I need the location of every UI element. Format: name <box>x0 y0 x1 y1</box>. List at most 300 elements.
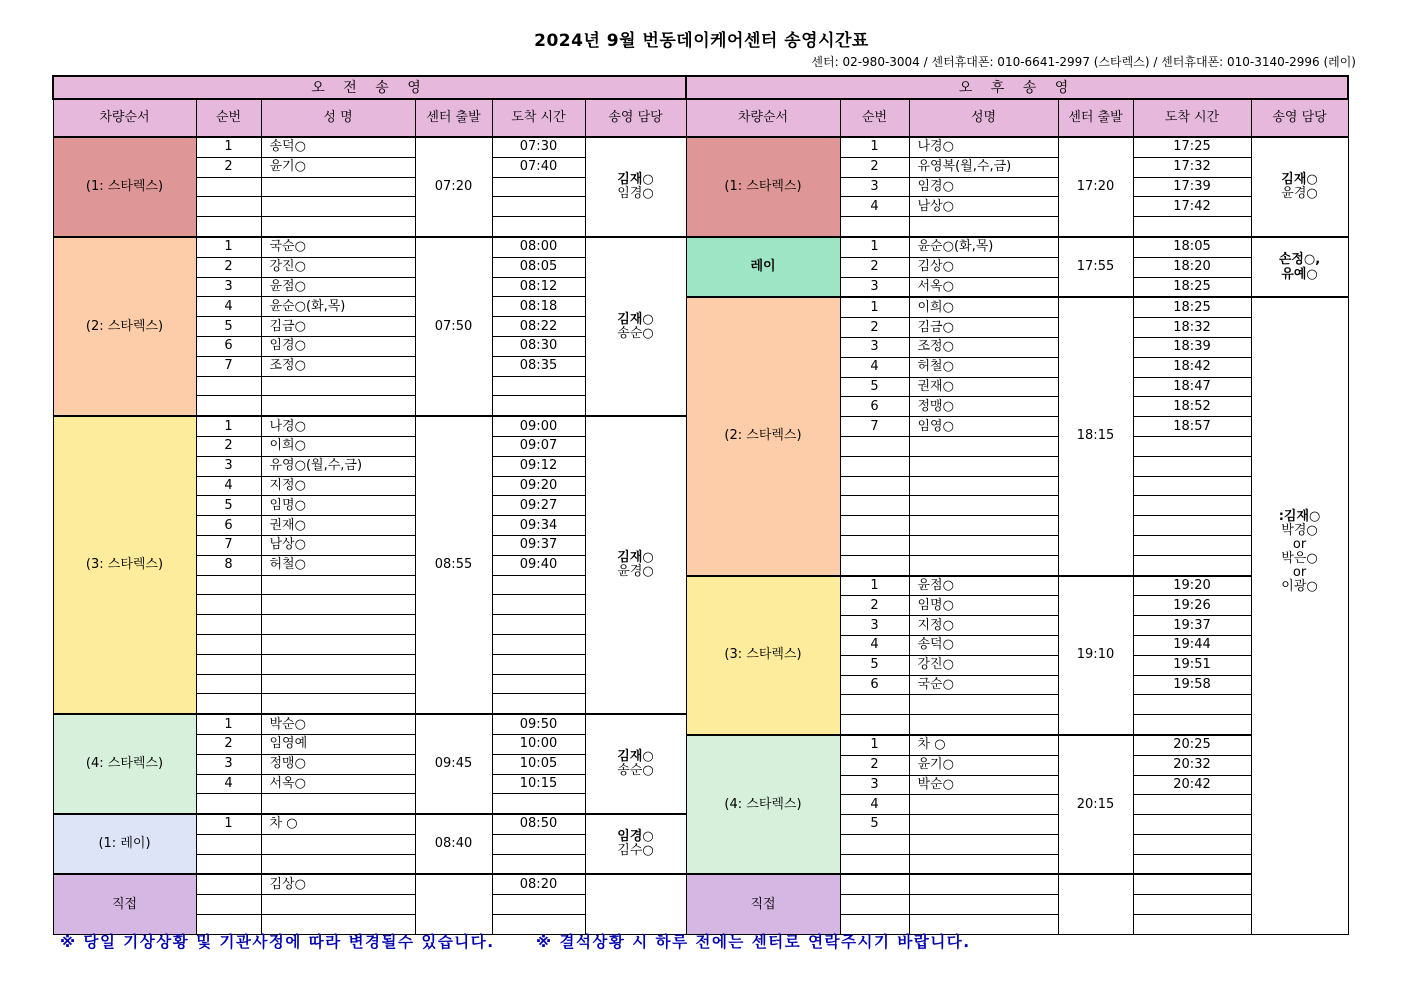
name-cell: 박순○ <box>261 714 415 734</box>
seq-cell: 4 <box>840 635 909 655</box>
name-cell: 조정○ <box>909 337 1058 357</box>
arrive-time <box>492 376 585 396</box>
manager-name: or <box>1292 565 1307 581</box>
seq-cell: 3 <box>196 277 261 297</box>
depart-time: 18:15 <box>1058 297 1133 575</box>
seq-cell <box>196 874 261 894</box>
table-row <box>686 297 1348 317</box>
arrive-time <box>1133 815 1251 835</box>
arrive-time: 18:52 <box>1133 397 1251 417</box>
seq-cell: 1 <box>840 237 909 257</box>
header-manager: 송영 담당 <box>585 99 686 137</box>
manager-name: 임경○ <box>617 829 654 845</box>
name-cell: 지정○ <box>909 616 1058 636</box>
name-cell: 박순○ <box>909 775 1058 795</box>
seq-cell <box>840 834 909 854</box>
manager-name: 김재○ <box>617 311 654 327</box>
arrive-time: 09:37 <box>492 535 585 555</box>
seq-cell: 2 <box>840 157 909 177</box>
name-cell <box>261 674 415 694</box>
seq-cell: 4 <box>840 197 909 217</box>
seq-cell: 1 <box>840 735 909 755</box>
name-cell: 정맹○ <box>261 754 415 774</box>
table-row <box>53 714 686 734</box>
name-cell: 정맹○ <box>909 397 1058 417</box>
header-name: 성명 <box>909 99 1058 137</box>
arrive-time: 19:44 <box>1133 635 1251 655</box>
arrive-time <box>492 694 585 714</box>
arrive-time: 18:57 <box>1133 417 1251 437</box>
depart-time: 17:55 <box>1058 237 1133 297</box>
table-row <box>686 237 1348 257</box>
seq-cell: 7 <box>196 356 261 376</box>
seq-cell: 3 <box>196 754 261 774</box>
name-cell <box>909 895 1058 915</box>
name-cell: 임경○ <box>909 177 1058 197</box>
seq-cell <box>196 376 261 396</box>
seq-cell: 1 <box>840 576 909 596</box>
depart-time: 07:20 <box>415 137 492 237</box>
name-cell: 차 ○ <box>261 814 415 834</box>
seq-cell <box>196 396 261 416</box>
header-depart: 센터 출발 <box>415 99 492 137</box>
name-cell: 임명○ <box>909 596 1058 616</box>
footer-notice: ※ 당일 기상상황 및 기관사정에 따라 변경될수 있습니다. ※ 결석상황 시 하루 전에는 센터로 연락주시기 바랍니다. <box>60 933 971 951</box>
depart-time: 08:55 <box>415 416 492 714</box>
name-cell: 강진○ <box>909 655 1058 675</box>
seq-cell <box>196 217 261 237</box>
name-cell: 남상○ <box>261 535 415 555</box>
header-arrive: 도착 시간 <box>492 99 585 137</box>
arrive-time: 09:40 <box>492 555 585 575</box>
seq-cell <box>196 694 261 714</box>
pm-schedule-table <box>685 75 1349 935</box>
manager-cell <box>585 416 686 714</box>
name-cell: 나경○ <box>909 137 1058 157</box>
seq-cell <box>840 555 909 575</box>
arrive-time: 18:05 <box>1133 237 1251 257</box>
vehicle-group-label: (4: 스타렉스) <box>686 735 840 875</box>
table-row <box>53 814 686 834</box>
header-arrive: 도착 시간 <box>1133 99 1251 137</box>
arrive-time <box>1133 456 1251 476</box>
arrive-time <box>1133 695 1251 715</box>
manager-name: 김재○ <box>617 749 654 765</box>
seq-cell <box>840 874 909 894</box>
name-cell <box>909 456 1058 476</box>
arrive-time: 09:07 <box>492 436 585 456</box>
name-cell: 유영○(월,수,금) <box>261 456 415 476</box>
arrive-time <box>1133 715 1251 735</box>
arrive-time <box>492 634 585 654</box>
seq-cell: 1 <box>196 137 261 157</box>
seq-cell <box>196 634 261 654</box>
name-cell: 강진○ <box>261 257 415 277</box>
name-cell: 윤기○ <box>909 755 1058 775</box>
name-cell: 윤순○(화,목) <box>909 237 1058 257</box>
arrive-time: 10:05 <box>492 754 585 774</box>
seq-cell: 1 <box>840 297 909 317</box>
name-cell: 김상○ <box>261 874 415 894</box>
seq-cell <box>196 895 261 915</box>
name-cell <box>909 854 1058 874</box>
name-cell <box>909 834 1058 854</box>
contact-info: 센터: 02-980-3004 / 센터휴대폰: 010-6641-2997 (스타렉스) / 센터휴대폰: 010-3140-2996 (레이) <box>811 55 1356 69</box>
manager-name: 윤경○ <box>617 564 654 580</box>
arrive-time <box>492 834 585 854</box>
depart-time <box>1058 874 1133 934</box>
seq-cell <box>840 217 909 237</box>
arrive-time: 17:42 <box>1133 197 1251 217</box>
arrive-time <box>1133 795 1251 815</box>
header-seq: 순번 <box>196 99 261 137</box>
arrive-time: 08:30 <box>492 336 585 356</box>
arrive-time <box>492 177 585 197</box>
name-cell: 조정○ <box>261 356 415 376</box>
seq-cell <box>196 794 261 814</box>
arrive-time <box>1133 496 1251 516</box>
manager-cell <box>585 137 686 237</box>
arrive-time <box>1133 476 1251 496</box>
arrive-time: 10:00 <box>492 734 585 754</box>
seq-cell <box>840 456 909 476</box>
seq-cell: 2 <box>196 157 261 177</box>
name-cell: 윤점○ <box>909 576 1058 596</box>
arrive-time <box>492 217 585 237</box>
seq-cell: 3 <box>840 775 909 795</box>
seq-cell: 1 <box>196 814 261 834</box>
name-cell: 권재○ <box>909 377 1058 397</box>
seq-cell: 3 <box>840 277 909 297</box>
manager-cell <box>585 874 686 934</box>
name-cell: 임명○ <box>261 496 415 516</box>
seq-cell: 1 <box>196 237 261 257</box>
arrive-time <box>1133 217 1251 237</box>
table-row <box>686 874 1348 894</box>
depart-time: 08:40 <box>415 814 492 874</box>
header-seq: 순번 <box>840 99 909 137</box>
name-cell: 나경○ <box>261 416 415 436</box>
name-cell: 남상○ <box>909 197 1058 217</box>
seq-cell <box>840 436 909 456</box>
name-cell: 국순○ <box>909 675 1058 695</box>
seq-cell: 1 <box>840 137 909 157</box>
seq-cell: 1 <box>196 714 261 734</box>
seq-cell <box>196 615 261 635</box>
arrive-time: 09:27 <box>492 496 585 516</box>
seq-cell: 2 <box>840 257 909 277</box>
seq-cell <box>196 654 261 674</box>
name-cell: 이희○ <box>261 436 415 456</box>
arrive-time <box>492 595 585 615</box>
manager-cell <box>1251 137 1348 237</box>
manager-cell <box>585 814 686 874</box>
name-cell: 서옥○ <box>909 277 1058 297</box>
seq-cell: 5 <box>196 496 261 516</box>
arrive-time: 08:12 <box>492 277 585 297</box>
seq-cell: 7 <box>840 417 909 437</box>
name-cell: 권재○ <box>261 516 415 536</box>
arrive-time: 08:20 <box>492 874 585 894</box>
name-cell: 지정○ <box>261 476 415 496</box>
name-cell: 국순○ <box>261 237 415 257</box>
arrive-time: 10:15 <box>492 774 585 794</box>
arrive-time <box>492 674 585 694</box>
seq-cell: 8 <box>196 555 261 575</box>
arrive-time <box>492 854 585 874</box>
table-row <box>53 416 686 436</box>
seq-cell: 6 <box>196 336 261 356</box>
vehicle-group-label: 직접 <box>53 874 196 934</box>
name-cell: 윤점○ <box>261 277 415 297</box>
manager-name: 박경○ <box>1281 523 1318 539</box>
name-cell <box>261 694 415 714</box>
vehicle-group-label: 직접 <box>686 874 840 934</box>
name-cell <box>909 476 1058 496</box>
manager-name: 김수○ <box>617 843 654 859</box>
seq-cell <box>840 695 909 715</box>
manager-name: 손정○, <box>1278 252 1321 268</box>
name-cell: 임경○ <box>261 336 415 356</box>
name-cell <box>261 854 415 874</box>
name-cell: 서옥○ <box>261 774 415 794</box>
seq-cell: 4 <box>840 795 909 815</box>
name-cell <box>909 496 1058 516</box>
arrive-time <box>1133 516 1251 536</box>
arrive-time <box>1133 874 1251 894</box>
arrive-time: 18:39 <box>1133 337 1251 357</box>
seq-cell: 1 <box>196 416 261 436</box>
arrive-time: 19:26 <box>1133 596 1251 616</box>
arrive-time: 08:00 <box>492 237 585 257</box>
name-cell: 윤순○(화,목) <box>261 297 415 317</box>
arrive-time <box>1133 895 1251 915</box>
seq-cell: 2 <box>840 755 909 775</box>
arrive-time: 17:39 <box>1133 177 1251 197</box>
manager-name: 김재○ <box>617 550 654 566</box>
arrive-time: 08:35 <box>492 356 585 376</box>
seq-cell: 2 <box>840 318 909 338</box>
table-row <box>686 137 1348 157</box>
manager-name: 송순○ <box>617 325 654 341</box>
name-cell <box>261 895 415 915</box>
arrive-time <box>492 654 585 674</box>
arrive-time: 08:05 <box>492 257 585 277</box>
name-cell <box>909 535 1058 555</box>
seq-cell <box>840 516 909 536</box>
name-cell: 허철○ <box>261 555 415 575</box>
name-cell <box>261 575 415 595</box>
seq-cell: 4 <box>196 774 261 794</box>
name-cell <box>909 436 1058 456</box>
name-cell <box>261 615 415 635</box>
arrive-time: 08:50 <box>492 814 585 834</box>
seq-cell <box>196 674 261 694</box>
seq-cell <box>196 575 261 595</box>
seq-cell <box>196 197 261 217</box>
table-row <box>53 874 686 894</box>
seq-cell: 2 <box>196 436 261 456</box>
arrive-time: 20:42 <box>1133 775 1251 795</box>
arrive-time <box>492 575 585 595</box>
arrive-time: 18:42 <box>1133 357 1251 377</box>
seq-cell: 3 <box>840 177 909 197</box>
name-cell <box>909 555 1058 575</box>
seq-cell <box>840 496 909 516</box>
name-cell: 김금○ <box>909 318 1058 338</box>
vehicle-group-label: (2: 스타렉스) <box>686 297 840 575</box>
arrive-time: 08:18 <box>492 297 585 317</box>
seq-cell: 4 <box>196 476 261 496</box>
seq-cell: 7 <box>196 535 261 555</box>
arrive-time <box>492 197 585 217</box>
name-cell <box>261 834 415 854</box>
vehicle-group-label: (1: 레이) <box>53 814 196 874</box>
name-cell: 유영복(월,수,금) <box>909 157 1058 177</box>
depart-time: 07:50 <box>415 237 492 416</box>
seq-cell: 4 <box>840 357 909 377</box>
depart-time <box>415 874 492 934</box>
seq-cell <box>840 854 909 874</box>
depart-time: 09:45 <box>415 714 492 814</box>
seq-cell: 5 <box>840 655 909 675</box>
name-cell: 이희○ <box>909 297 1058 317</box>
manager-name: 윤경○ <box>1281 185 1318 201</box>
manager-name: 김재○ <box>617 171 654 187</box>
name-cell <box>909 695 1058 715</box>
vehicle-group-label: (4: 스타렉스) <box>53 714 196 814</box>
seq-cell: 4 <box>196 297 261 317</box>
vehicle-group-label: (2: 스타렉스) <box>53 237 196 416</box>
name-cell: 허철○ <box>909 357 1058 377</box>
name-cell <box>261 396 415 416</box>
name-cell <box>261 794 415 814</box>
name-cell <box>261 654 415 674</box>
seq-cell <box>196 834 261 854</box>
name-cell <box>909 715 1058 735</box>
arrive-time: 19:37 <box>1133 616 1251 636</box>
name-cell <box>261 217 415 237</box>
arrive-time: 09:12 <box>492 456 585 476</box>
name-cell: 임영예 <box>261 734 415 754</box>
arrive-time: 18:32 <box>1133 318 1251 338</box>
seq-cell: 5 <box>840 815 909 835</box>
arrive-time <box>1133 915 1251 935</box>
arrive-time: 09:00 <box>492 416 585 436</box>
manager-name: 김재○ <box>1281 171 1318 187</box>
table-row <box>53 137 686 157</box>
seq-cell: 5 <box>840 377 909 397</box>
seq-cell: 6 <box>840 397 909 417</box>
seq-cell <box>840 895 909 915</box>
seq-cell: 3 <box>196 456 261 476</box>
seq-cell: 2 <box>196 257 261 277</box>
arrive-time: 09:50 <box>492 714 585 734</box>
depart-time: 19:10 <box>1058 576 1133 735</box>
header-name: 성 명 <box>261 99 415 137</box>
name-cell <box>261 634 415 654</box>
manager-name: or <box>1292 537 1307 553</box>
manager-cell <box>1251 297 1348 934</box>
seq-cell <box>196 854 261 874</box>
name-cell: 임영○ <box>909 417 1058 437</box>
manager-name: 박은○ <box>1281 551 1318 567</box>
manager-name: 송순○ <box>617 763 654 779</box>
arrive-time: 07:30 <box>492 137 585 157</box>
arrive-time: 08:22 <box>492 317 585 337</box>
seq-cell: 2 <box>840 596 909 616</box>
seq-cell: 2 <box>196 734 261 754</box>
arrive-time <box>492 615 585 635</box>
page-title: 2024년 9월 번동데이케어센터 송영시간표 <box>534 31 869 51</box>
am-section-title: 오 전 송 영 <box>53 76 686 99</box>
manager-cell <box>585 237 686 416</box>
seq-cell <box>840 715 909 735</box>
arrive-time: 19:58 <box>1133 675 1251 695</box>
vehicle-group-label: 레이 <box>686 237 840 297</box>
arrive-time <box>1133 555 1251 575</box>
arrive-time: 17:32 <box>1133 157 1251 177</box>
manager-cell <box>1251 237 1348 297</box>
arrive-time <box>1133 436 1251 456</box>
arrive-time: 07:40 <box>492 157 585 177</box>
arrive-time: 09:34 <box>492 516 585 536</box>
manager-name: :김재○ <box>1278 509 1321 525</box>
arrive-time: 20:25 <box>1133 735 1251 755</box>
name-cell: 차 ○ <box>909 735 1058 755</box>
arrive-time <box>492 794 585 814</box>
name-cell: 윤기○ <box>261 157 415 177</box>
pm-section-title: 오 후 송 영 <box>686 76 1348 99</box>
arrive-time <box>1133 535 1251 555</box>
name-cell <box>261 595 415 615</box>
name-cell <box>909 815 1058 835</box>
manager-cell <box>585 714 686 814</box>
arrive-time: 19:51 <box>1133 655 1251 675</box>
table-row <box>686 576 1348 596</box>
arrive-time <box>492 895 585 915</box>
arrive-time <box>1133 834 1251 854</box>
table-row <box>53 237 686 257</box>
name-cell <box>909 516 1058 536</box>
seq-cell <box>840 476 909 496</box>
manager-name: 유예○ <box>1281 267 1318 283</box>
depart-time: 17:20 <box>1058 137 1133 237</box>
seq-cell <box>196 177 261 197</box>
arrive-time <box>1133 854 1251 874</box>
name-cell <box>261 376 415 396</box>
arrive-time: 18:47 <box>1133 377 1251 397</box>
header-vehicle: 차량순서 <box>53 99 196 137</box>
seq-cell: 6 <box>840 675 909 695</box>
vehicle-group-label: (1: 스타렉스) <box>686 137 840 237</box>
depart-time: 20:15 <box>1058 735 1133 875</box>
arrive-time: 18:25 <box>1133 297 1251 317</box>
name-cell <box>909 874 1058 894</box>
arrive-time: 19:20 <box>1133 576 1251 596</box>
name-cell: 김상○ <box>909 257 1058 277</box>
name-cell <box>261 197 415 217</box>
name-cell <box>261 177 415 197</box>
header-manager: 송영 담당 <box>1251 99 1348 137</box>
name-cell: 김금○ <box>261 317 415 337</box>
name-cell: 송덕○ <box>261 137 415 157</box>
name-cell <box>909 217 1058 237</box>
vehicle-group-label: (3: 스타렉스) <box>53 416 196 714</box>
name-cell <box>909 795 1058 815</box>
vehicle-group-label: (3: 스타렉스) <box>686 576 840 735</box>
arrive-time: 20:32 <box>1133 755 1251 775</box>
